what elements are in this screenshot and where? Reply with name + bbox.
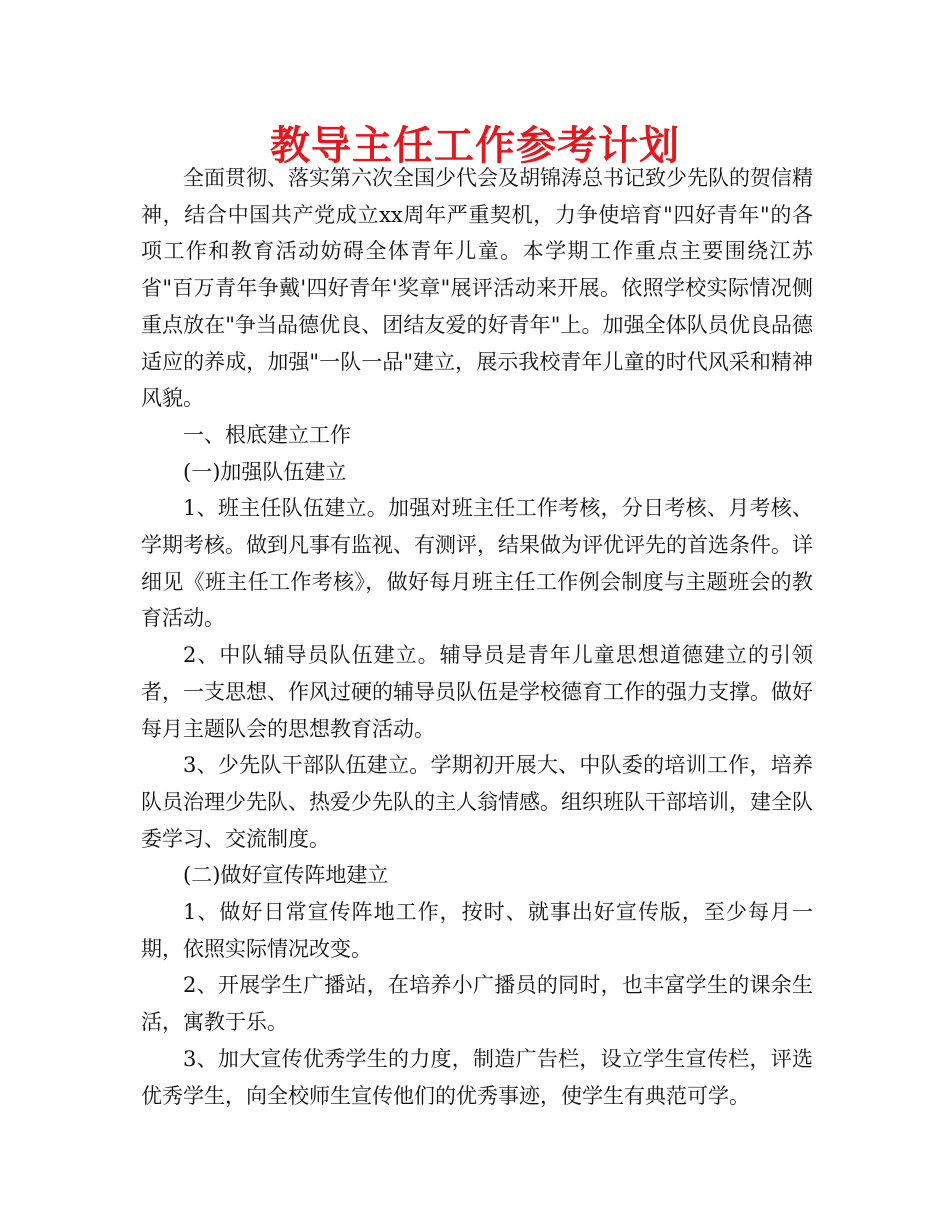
document-title: 教导主任工作参考计划 [270,123,680,169]
document-body [141,160,813,1114]
section-heading-foundation: 一、根底建立工作 [183,422,351,447]
paragraph-excellent-students: 3、加大宣传优秀学生的力度，制造广告栏，设立学生宣传栏，评选优秀学生，向全校师生宣传他们的优秀事迹，使学生有典范可学。 [141,1046,813,1108]
paragraph-class-teachers: 1、班主任队伍建立。加强对班主任工作考核，分日考核、月考核、学期考核。做到凡事有监视、有测评，结果做为评优评先的首选条件。详细见《班主任工作考核》，做好每月班主任工作例会制度与主题班会的教育活动。 [141,496,813,631]
paragraph-broadcast-station: 2、开展学生广播站，在培养小广播员的同时，也丰富学生的课余生活，寓教于乐。 [141,973,813,1035]
paragraph-cadres: 3、少先队干部队伍建立。学期初开展大、中队委的培训工作，培养队员治理少先队、热爱少先队的主人翁情感。组织班队干部培训，建全队委学习、交流制度。 [141,753,813,851]
paragraph-intro: 全面贯彻、落实第六次全国少代会及胡锦涛总书记致少先队的贺信精神，结合中国共产党成立xx周年严重契机，力争使培育"四好青年"的各项工作和教育活动妨碍全体青年儿童。本学期工作重点主要围绕江苏省"百万青年争戴'四好青年'奖章"展评活动来开展。依照学校实际情况侧重点放在"争当品德优良、团结友爱的好青年"上。加强全体队员优良品德适应的养成，加强"一队一品"建立，展示我校青年儿童的时代风采和精神风貌。 [141,166,813,411]
paragraph-counselors: 2、中队辅导员队伍建立。辅导员是青年儿童思想道德建立的引领者，一支思想、作风过硬的辅导员队伍是学校德育工作的强力支撑。做好每月主题队会的思想教育活动。 [141,643,813,741]
paragraph-publicity-boards: 1、做好日常宣传阵地工作，按时、就事出好宣传版，至少每月一期，依照实际情况改变。 [141,900,813,961]
subsection-heading-team: (一)加强队伍建立 [183,459,347,484]
subsection-heading-publicity: (二)做好宣传阵地建立 [183,863,389,888]
